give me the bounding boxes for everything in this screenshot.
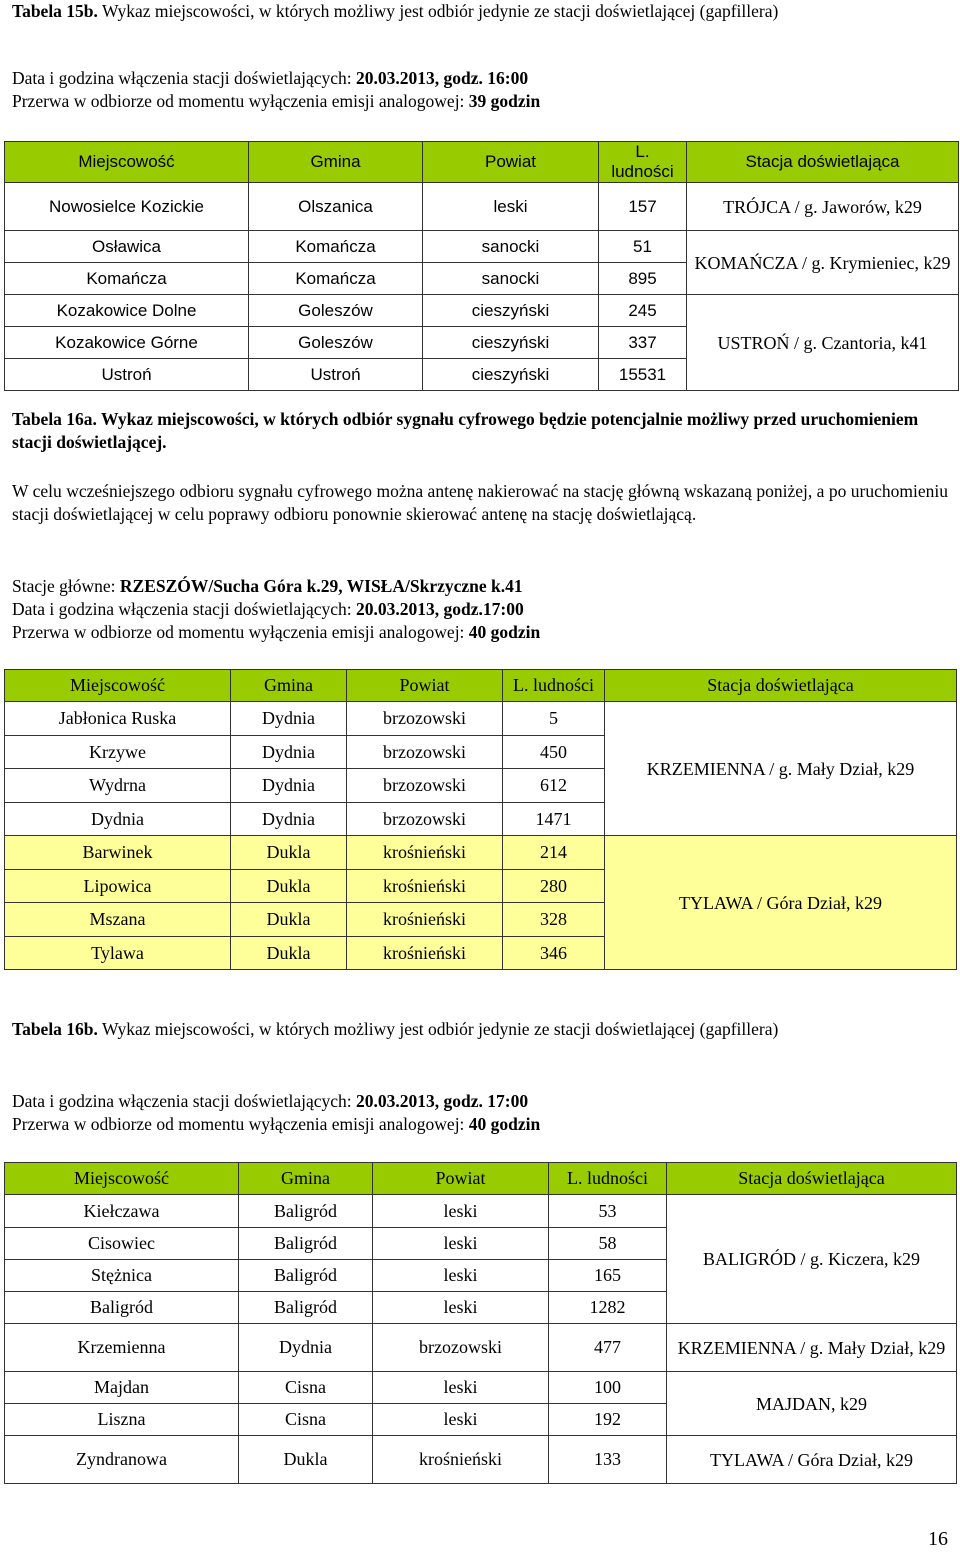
cell-miejscowosc: Mszana (5, 903, 231, 937)
cell-miejscowosc: Tylawa (5, 937, 231, 970)
cell-ludnosc: 165 (549, 1260, 667, 1292)
cell-ludnosc: 1471 (503, 803, 605, 836)
cell-miejscowosc: Krzywe (5, 736, 231, 769)
cell-powiat: leski (373, 1228, 549, 1260)
cell-stacja: KOMAŃCZA / g. Krymieniec, k29 (687, 231, 959, 295)
cell-gmina: Komańcza (249, 263, 423, 295)
table-header (5, 142, 959, 183)
cell-miejscowosc: Ustroń (5, 359, 249, 391)
cell-gmina: Dukla (239, 1436, 373, 1484)
table-row (5, 1372, 957, 1404)
cell-miejscowosc: Cisowiec (5, 1228, 239, 1260)
cell-stacja: TYLAWA / Góra Dział, k29 (667, 1436, 957, 1484)
cell-powiat: leski (373, 1404, 549, 1436)
cell-miejscowosc: Kozakowice Górne (5, 327, 249, 359)
table-header (5, 670, 957, 702)
cell-powiat: brzozowski (347, 736, 503, 769)
t16a-date: Data i godzina włączenia stacji doświetlających: 20.03.2013, godz.17:00 (12, 599, 524, 619)
cell-ludnosc: 450 (503, 736, 605, 769)
cell-gmina: Dukla (231, 903, 347, 937)
cell-ludnosc: 15531 (599, 359, 687, 391)
table-header (5, 1163, 957, 1195)
cell-stacja: USTROŃ / g. Czantoria, k41 (687, 295, 959, 391)
col-stacja: Stacja doświetlająca (687, 142, 959, 183)
col-miejscowosc: Miejscowość (5, 1163, 239, 1195)
cell-powiat: cieszyński (423, 295, 599, 327)
cell-powiat: cieszyński (423, 359, 599, 391)
cell-miejscowosc: Dydnia (5, 803, 231, 836)
cell-ludnosc: 1282 (549, 1292, 667, 1324)
cell-powiat: krośnieński (373, 1436, 549, 1484)
cell-powiat: sanocki (423, 263, 599, 295)
cell-powiat: brzozowski (347, 769, 503, 803)
cell-gmina: Dukla (231, 870, 347, 903)
col-ludnosc: L. ludności (599, 142, 687, 183)
cell-ludnosc: 346 (503, 937, 605, 970)
cell-ludnosc: 58 (549, 1228, 667, 1260)
cell-miejscowosc: Kiełczawa (5, 1195, 239, 1228)
cell-powiat: leski (373, 1260, 549, 1292)
cell-ludnosc: 51 (599, 231, 687, 263)
cell-powiat: leski (373, 1195, 549, 1228)
cell-ludnosc: 133 (549, 1436, 667, 1484)
t16a-main-stations: Stacje główne: RZESZÓW/Sucha Góra k.29, WISŁA/Skrzyczne k.41 (12, 576, 523, 596)
cell-miejscowosc: Jabłonica Ruska (5, 702, 231, 736)
cell-ludnosc: 895 (599, 263, 687, 295)
col-powiat: Powiat (347, 670, 503, 702)
table-row (5, 1195, 957, 1228)
t15b-break: Przerwa w odbiorze od momentu wyłączenia emisji analogowej: 39 godzin (12, 91, 541, 111)
cell-powiat: brzozowski (347, 803, 503, 836)
col-gmina: Gmina (249, 142, 423, 183)
col-powiat: Powiat (373, 1163, 549, 1195)
cell-stacja: BALIGRÓD / g. Kiczera, k29 (667, 1195, 957, 1324)
cell-ludnosc: 280 (503, 870, 605, 903)
t16a-break: Przerwa w odbiorze od momentu wyłączenia emisji analogowej: 40 godzin (12, 622, 541, 642)
cell-ludnosc: 337 (599, 327, 687, 359)
cell-gmina: Dydnia (239, 1324, 373, 1372)
t16b-break: Przerwa w odbiorze od momentu wyłączenia emisji analogowej: 40 godzin (12, 1114, 541, 1134)
cell-powiat: brzozowski (373, 1324, 549, 1372)
col-miejscowosc: Miejscowość (5, 670, 231, 702)
cell-gmina: Baligród (239, 1195, 373, 1228)
page-number: 16 (928, 1528, 948, 1550)
cell-miejscowosc: Kozakowice Dolne (5, 295, 249, 327)
cell-gmina: Baligród (239, 1292, 373, 1324)
cell-powiat: cieszyński (423, 327, 599, 359)
cell-ludnosc: 53 (549, 1195, 667, 1228)
col-ludnosc: L. ludności (549, 1163, 667, 1195)
t16b-date: Data i godzina włączenia stacji doświetlających: 20.03.2013, godz. 17:00 (12, 1091, 529, 1111)
cell-powiat: leski (373, 1372, 549, 1404)
cell-stacja: MAJDAN, k29 (667, 1372, 957, 1436)
cell-gmina: Baligród (239, 1228, 373, 1260)
cell-stacja: KRZEMIENNA / g. Mały Dział, k29 (605, 702, 957, 836)
t16a-title: Tabela 16a. Wykaz miejscowości, w których odbiór sygnału cyfrowego będzie potencjalnie możliwy przed uruchomieniem stacji doświetlającej. (12, 409, 919, 452)
t16a-body: W celu wcześniejszego odbioru sygnału cyfrowego można antenę nakierować na stację główną wskazaną poniżej, a po uruchomieniu stacji doświetlającej w celu poprawy odbioru ponownie skierować antenę na stację doświetlającą. (12, 481, 948, 524)
cell-ludnosc: 328 (503, 903, 605, 937)
col-gmina: Gmina (239, 1163, 373, 1195)
cell-gmina: Dukla (231, 836, 347, 870)
cell-gmina: Komańcza (249, 231, 423, 263)
cell-miejscowosc: Barwinek (5, 836, 231, 870)
cell-stacja: TYLAWA / Góra Dział, k29 (605, 836, 957, 970)
cell-miejscowosc: Majdan (5, 1372, 239, 1404)
cell-ludnosc: 477 (549, 1324, 667, 1372)
t15b-table (4, 141, 959, 391)
cell-gmina: Baligród (239, 1260, 373, 1292)
cell-powiat: leski (373, 1292, 549, 1324)
cell-gmina: Dydnia (231, 803, 347, 836)
col-stacja: Stacja doświetlająca (605, 670, 957, 702)
cell-powiat: sanocki (423, 231, 599, 263)
cell-miejscowosc: Zyndranowa (5, 1436, 239, 1484)
cell-gmina: Olszanica (249, 183, 423, 231)
cell-ludnosc: 214 (503, 836, 605, 870)
table-row (5, 702, 957, 736)
cell-ludnosc: 612 (503, 769, 605, 803)
cell-miejscowosc: Wydrna (5, 769, 231, 803)
col-stacja: Stacja doświetlająca (667, 1163, 957, 1195)
cell-miejscowosc: Lipowica (5, 870, 231, 903)
cell-powiat: krośnieński (347, 870, 503, 903)
cell-powiat: krośnieński (347, 836, 503, 870)
cell-stacja: TRÓJCA / g. Jaworów, k29 (687, 183, 959, 231)
cell-stacja: KRZEMIENNA / g. Mały Dział, k29 (667, 1324, 957, 1372)
col-miejscowosc: Miejscowość (5, 142, 249, 183)
table-row (5, 295, 959, 327)
cell-gmina: Dydnia (231, 702, 347, 736)
cell-gmina: Cisna (239, 1404, 373, 1436)
cell-ludnosc: 100 (549, 1372, 667, 1404)
cell-miejscowosc: Stężnica (5, 1260, 239, 1292)
table-row (5, 1436, 957, 1484)
cell-miejscowosc: Osławica (5, 231, 249, 263)
t15b-title: Tabela 15b. Wykaz miejscowości, w których możliwy jest odbiór jedynie ze stacji doświetlającej (gapfillera) (12, 1, 779, 21)
cell-miejscowosc: Komańcza (5, 263, 249, 295)
cell-miejscowosc: Baligród (5, 1292, 239, 1324)
t16b-title: Tabela 16b. Wykaz miejscowości, w których możliwy jest odbiór jedynie ze stacji doświetlającej (gapfillera) (12, 1019, 779, 1039)
cell-powiat: brzozowski (347, 702, 503, 736)
table-row (5, 231, 959, 263)
table-row (5, 183, 959, 231)
table-row (5, 1324, 957, 1372)
cell-gmina: Ustroń (249, 359, 423, 391)
cell-gmina: Dydnia (231, 769, 347, 803)
t16a-table (4, 669, 957, 970)
cell-miejscowosc: Liszna (5, 1404, 239, 1436)
cell-miejscowosc: Krzemienna (5, 1324, 239, 1372)
col-powiat: Powiat (423, 142, 599, 183)
table-row (5, 836, 957, 870)
cell-powiat: leski (423, 183, 599, 231)
cell-ludnosc: 245 (599, 295, 687, 327)
t15b-date: Data i godzina włączenia stacji doświetlających: 20.03.2013, godz. 16:00 (12, 68, 529, 88)
col-gmina: Gmina (231, 670, 347, 702)
t16b-table (4, 1162, 957, 1484)
cell-ludnosc: 5 (503, 702, 605, 736)
cell-ludnosc: 157 (599, 183, 687, 231)
cell-gmina: Cisna (239, 1372, 373, 1404)
cell-powiat: krośnieński (347, 903, 503, 937)
cell-gmina: Goleszów (249, 295, 423, 327)
cell-miejscowosc: Nowosielce Kozickie (5, 183, 249, 231)
cell-gmina: Dukla (231, 937, 347, 970)
cell-ludnosc: 192 (549, 1404, 667, 1436)
cell-gmina: Dydnia (231, 736, 347, 769)
col-ludnosc: L. ludności (503, 670, 605, 702)
cell-powiat: krośnieński (347, 937, 503, 970)
cell-gmina: Goleszów (249, 327, 423, 359)
